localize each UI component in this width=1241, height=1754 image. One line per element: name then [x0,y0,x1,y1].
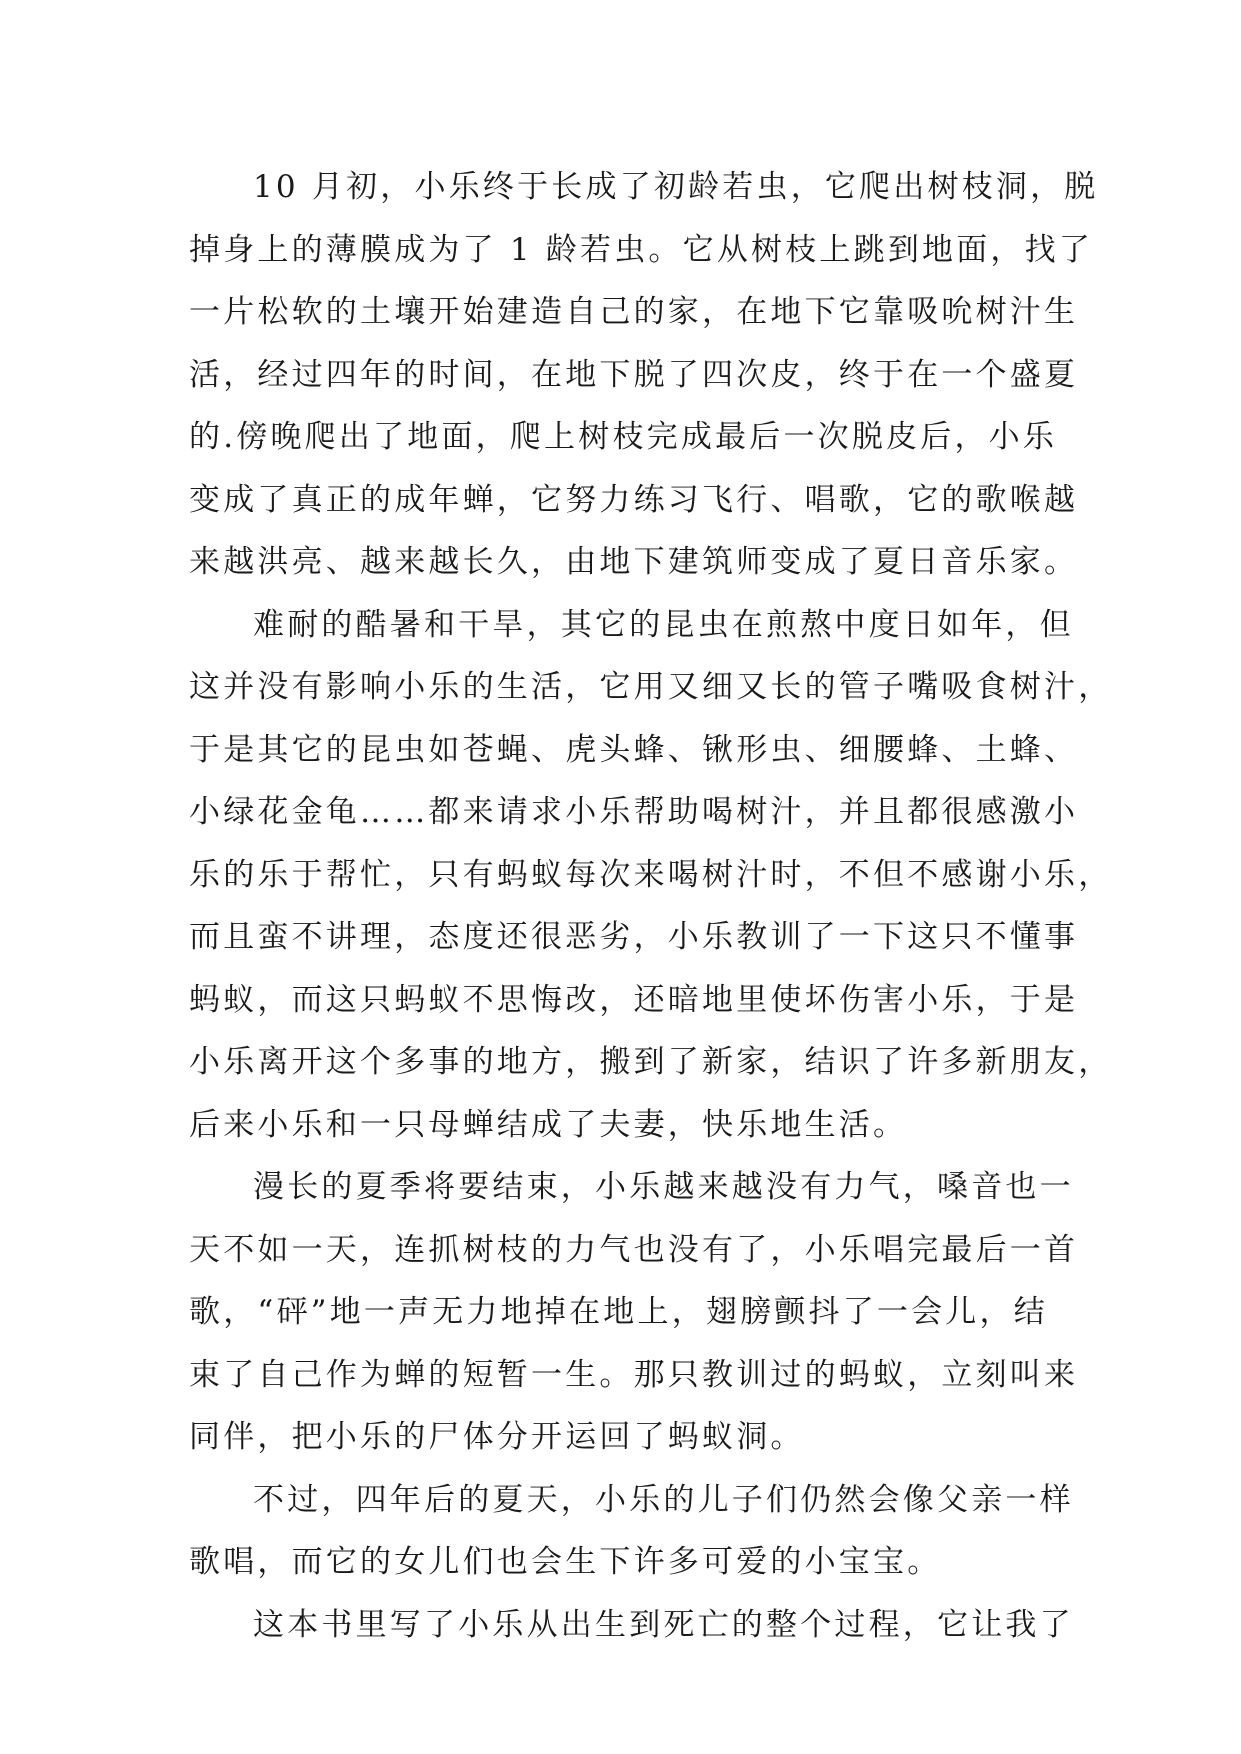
paragraph-4 [189,1469,1074,1594]
text-line: 歌，“砰”地一声无力地掉在地上，翅膀颤抖了一会儿，结 [189,1294,1048,1330]
text-line: 束了自己作为蝉的短暂一生。那只教训过的蚂蚁，立刻叫来 [189,1356,1079,1393]
text-line: 活，经过四年的时间，在地下脱了四次皮，终于在一个盛夏 [189,356,1079,393]
text-line: 这并没有影响小乐的生活，它用又细又长的管子嘴吸食树汁， [189,669,1113,705]
text-line: 不过，四年后的夏天，小乐的儿子们仍然会像父亲一样 [253,1481,1074,1518]
paragraph-5 [189,1594,1074,1657]
text-line: 而且蛮不讲理，态度还很恶劣，小乐教训了一下这只不懂事 [189,919,1079,955]
text-line: 小绿花金龟……都来请求小乐帮助喝树汁，并且都很感激小 [189,794,1079,830]
text-line: 歌唱，而它的女儿们也会生下许多可爱的小宝宝。 [189,1544,942,1580]
paragraph-1 [189,156,1099,594]
text-line: 天不如一天，连抓树枝的力气也没有了，小乐唱完最后一首 [189,1231,1079,1268]
text-line: 乐的乐于帮忙，只有蚂蚁每次来喝树汁时，不但不感谢小乐， [189,856,1113,893]
text-line: 掉身上的薄膜成为了 1 龄若虫。它从树枝上跳到地面，找了 [189,231,1094,268]
text-line: 同伴，把小乐的尸体分开运回了蚂蚁洞。 [189,1419,805,1455]
text-line: 来越洪亮、越来越长久，由地下建筑师变成了夏日音乐家。 [189,544,1079,580]
text-line: 一片松软的土壤开始建造自己的家，在地下它靠吸吮树汁生 [189,294,1079,330]
paragraph-2 [189,594,1113,1157]
text-line: 后来小乐和一只母蝉结成了夫妻，快乐地生活。 [189,1106,908,1143]
text-line: 于是其它的昆虫如苍蝇、虎头蜂、锹形虫、细腰蜂、土蜂、 [189,731,1079,768]
text-line: 蚂蚁，而这只蚂蚁不思悔改，还暗地里使坏伤害小乐，于是 [189,981,1079,1018]
text-line: 10 月初，小乐终于长成了初龄若虫，它爬出树枝洞，脱 [253,169,1099,205]
text-line: 难耐的酷暑和干旱，其它的昆虫在煎熬中度日如年，但 [253,606,1074,643]
body-text [189,156,1113,1656]
paragraph-3 [189,1156,1079,1469]
text-line: 的.傍晚爬出了地面，爬上树枝完成最后一次脱皮后，小乐 [189,419,1058,455]
text-line: 漫长的夏季将要结束，小乐越来越没有力气，嗓音也一 [253,1169,1074,1205]
text-line: 小乐离开这个多事的地方，搬到了新家，结识了许多新朋友， [189,1044,1113,1080]
text-line: 变成了真正的成年蝉，它努力练习飞行、唱歌，它的歌喉越 [189,481,1079,518]
text-line: 这本书里写了小乐从出生到死亡的整个过程，它让我了 [253,1606,1074,1643]
